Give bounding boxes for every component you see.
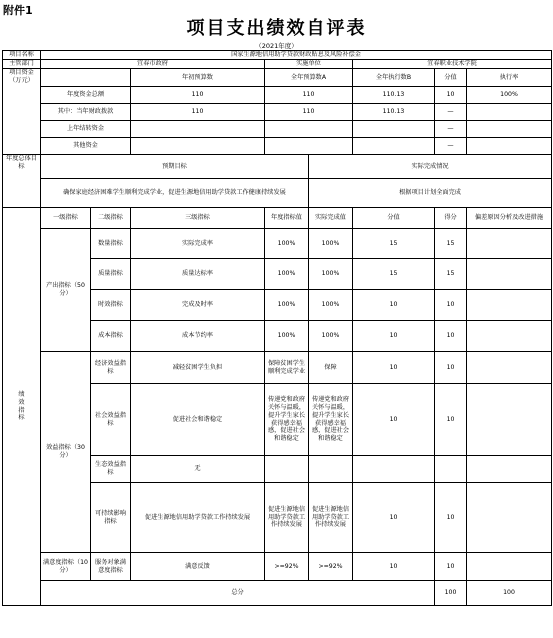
annual-total-exec: 110.13 — [353, 87, 435, 104]
effect-actual — [309, 456, 353, 483]
output-reason — [467, 321, 552, 352]
fiscal-label: 其中：当年财政拨款 — [41, 104, 131, 121]
output-reason — [467, 290, 552, 321]
table-row — [3, 179, 552, 208]
header-l1: 一级指标 — [41, 208, 91, 229]
overall-goal-label: 年度总体目标 — [3, 155, 41, 208]
header-target: 年度指标值 — [265, 208, 309, 229]
funds-label: 项目资金（万元） — [3, 69, 41, 155]
header-exec-rate: 执行率 — [467, 69, 552, 87]
effect-reason — [467, 483, 552, 553]
blank-cell — [265, 121, 353, 138]
page-title: 项目支出绩效自评表 — [186, 18, 367, 39]
effect-l3: 减轻贫困学生负担 — [131, 352, 265, 384]
perf-label: 绩效指标 — [3, 208, 41, 606]
other-dash: — — [435, 138, 467, 155]
fiscal-exec: 110.13 — [353, 104, 435, 121]
blank-cell — [467, 138, 552, 155]
actual-goal-header: 实际完成情况 — [309, 155, 552, 179]
output-l2: 成本指标 — [91, 321, 131, 352]
table-row — [3, 69, 552, 87]
effect-l3: 无 — [131, 456, 265, 483]
annual-total-weight: 10 — [435, 87, 467, 104]
output-got: 10 — [435, 290, 467, 321]
other-label: 其他资金 — [41, 138, 131, 155]
header-score: 分值 — [353, 208, 435, 229]
output-score: 10 — [353, 290, 435, 321]
total-got: 100 — [467, 581, 552, 606]
blank-cell — [353, 121, 435, 138]
effect-score: 10 — [353, 352, 435, 384]
project-name: 国家生源地信用助学贷款财政贴息及风险补偿金 — [41, 51, 552, 60]
output-target: 100% — [265, 259, 309, 290]
annual-total-label: 年度资金总额 — [41, 87, 131, 104]
output-actual: 100% — [309, 259, 353, 290]
effect-reason — [467, 384, 552, 456]
fiscal-initial: 110 — [131, 104, 265, 121]
output-target: 100% — [265, 290, 309, 321]
attachment-label: 附件1 — [3, 4, 33, 17]
effect-target: 促进生源地信用助学贷款工作持续发展 — [265, 483, 309, 553]
actual-goal: 根据项目计划全面完成 — [309, 179, 552, 208]
effect-l2: 社会效益指标 — [91, 384, 131, 456]
annual-total-initial: 110 — [131, 87, 265, 104]
effect-got — [435, 456, 467, 483]
effect-actual: 保障 — [309, 352, 353, 384]
dept-label: 主管部门 — [3, 60, 41, 69]
sat-score: 10 — [353, 553, 435, 581]
output-l3: 完成及时率 — [131, 290, 265, 321]
header-got: 得分 — [435, 208, 467, 229]
evaluation-table — [2, 50, 552, 606]
blank-cell — [265, 138, 353, 155]
output-target: 100% — [265, 229, 309, 259]
header-annual-budget: 全年预算数A — [265, 69, 353, 87]
table-row — [3, 87, 552, 104]
sat-label: 满意度指标（10分） — [41, 553, 91, 581]
sat-got: 10 — [435, 553, 467, 581]
header-annual-exec: 全年执行数B — [353, 69, 435, 87]
output-l2: 时效指标 — [91, 290, 131, 321]
table-row — [3, 553, 552, 581]
sat-reason — [467, 553, 552, 581]
fiscal-blank — [467, 104, 552, 121]
impl-label: 实施单位 — [265, 60, 353, 69]
table-row — [3, 51, 552, 60]
sat-l2: 服务对象满意度指标 — [91, 553, 131, 581]
sat-actual: >=92% — [309, 553, 353, 581]
effect-l2: 经济效益指标 — [91, 352, 131, 384]
effect-l2: 可持续影响指标 — [91, 483, 131, 553]
carryover-dash: — — [435, 121, 467, 138]
output-got: 15 — [435, 229, 467, 259]
header-initial-budget: 年初预算数 — [131, 69, 265, 87]
blank-cell — [467, 121, 552, 138]
blank-cell — [131, 138, 265, 155]
output-score: 15 — [353, 229, 435, 259]
header-score-weight: 分值 — [435, 69, 467, 87]
output-l2: 质量指标 — [91, 259, 131, 290]
table-row — [3, 229, 552, 259]
output-l3: 质量达标率 — [131, 259, 265, 290]
effect-got: 10 — [435, 384, 467, 456]
sat-target: >=92% — [265, 553, 309, 581]
effect-score — [353, 456, 435, 483]
annual-total-budget: 110 — [265, 87, 353, 104]
blank-cell — [41, 69, 131, 87]
table-row — [3, 121, 552, 138]
table-row — [3, 60, 552, 69]
output-actual: 100% — [309, 290, 353, 321]
effect-score: 10 — [353, 384, 435, 456]
expected-goal-header: 预期目标 — [41, 155, 309, 179]
effect-actual: 促进生源地信用助学贷款工作持续发展 — [309, 483, 353, 553]
output-l3: 实际完成率 — [131, 229, 265, 259]
effect-label: 效益指标（30分） — [41, 352, 91, 553]
effect-reason — [467, 352, 552, 384]
table-row — [3, 581, 552, 606]
impl-value: 宜春职业技术学院 — [353, 60, 552, 69]
fiscal-year: （2021年度） — [255, 42, 298, 50]
output-l3: 成本节约率 — [131, 321, 265, 352]
table-row — [3, 208, 552, 229]
carryover-label: 上年结转资金 — [41, 121, 131, 138]
table-row — [3, 138, 552, 155]
fiscal-budget: 110 — [265, 104, 353, 121]
output-got: 15 — [435, 259, 467, 290]
table-row — [3, 155, 552, 179]
header-actual: 实际完成值 — [309, 208, 353, 229]
effect-l3: 促进生源地信用助学贷款工作持续发展 — [131, 483, 265, 553]
total-label: 总分 — [41, 581, 435, 606]
output-got: 10 — [435, 321, 467, 352]
annual-total-rate: 100% — [467, 87, 552, 104]
output-reason — [467, 259, 552, 290]
effect-got: 10 — [435, 352, 467, 384]
output-reason — [467, 229, 552, 259]
output-actual: 100% — [309, 229, 353, 259]
table-row — [3, 104, 552, 121]
effect-l3: 促进社会和谐稳定 — [131, 384, 265, 456]
output-target: 100% — [265, 321, 309, 352]
header-reason: 偏差原因分析及改进措施 — [467, 208, 552, 229]
effect-target: 保障贫困学生顺利完成学业 — [265, 352, 309, 384]
project-name-label: 项目名称 — [3, 51, 41, 60]
table-row — [3, 352, 552, 384]
blank-cell — [353, 138, 435, 155]
output-label: 产出指标（50分） — [41, 229, 91, 352]
sat-l3: 满意反馈 — [131, 553, 265, 581]
expected-goal: 确保家庭经济困难学生顺利完成学业，促进生源地信用助学贷款工作健康持续发展 — [41, 179, 309, 208]
effect-target — [265, 456, 309, 483]
header-l3: 三级指标 — [131, 208, 265, 229]
output-actual: 100% — [309, 321, 353, 352]
effect-reason — [467, 456, 552, 483]
total-score: 100 — [435, 581, 467, 606]
fiscal-dash: — — [435, 104, 467, 121]
effect-actual: 传递党和政府关怀与温暖，提升学生家长获得感幸福感，促进社会和谐稳定 — [309, 384, 353, 456]
output-score: 15 — [353, 259, 435, 290]
effect-l2: 生态效益指标 — [91, 456, 131, 483]
output-score: 10 — [353, 321, 435, 352]
effect-got: 10 — [435, 483, 467, 553]
effect-target: 传递党和政府关怀与温暖，提升学生家长获得感幸福感，促进社会和谐稳定 — [265, 384, 309, 456]
effect-score: 10 — [353, 483, 435, 553]
output-l2: 数量指标 — [91, 229, 131, 259]
blank-cell — [131, 121, 265, 138]
header-l2: 二级指标 — [91, 208, 131, 229]
dept-value: 宜春市政府 — [41, 60, 265, 69]
